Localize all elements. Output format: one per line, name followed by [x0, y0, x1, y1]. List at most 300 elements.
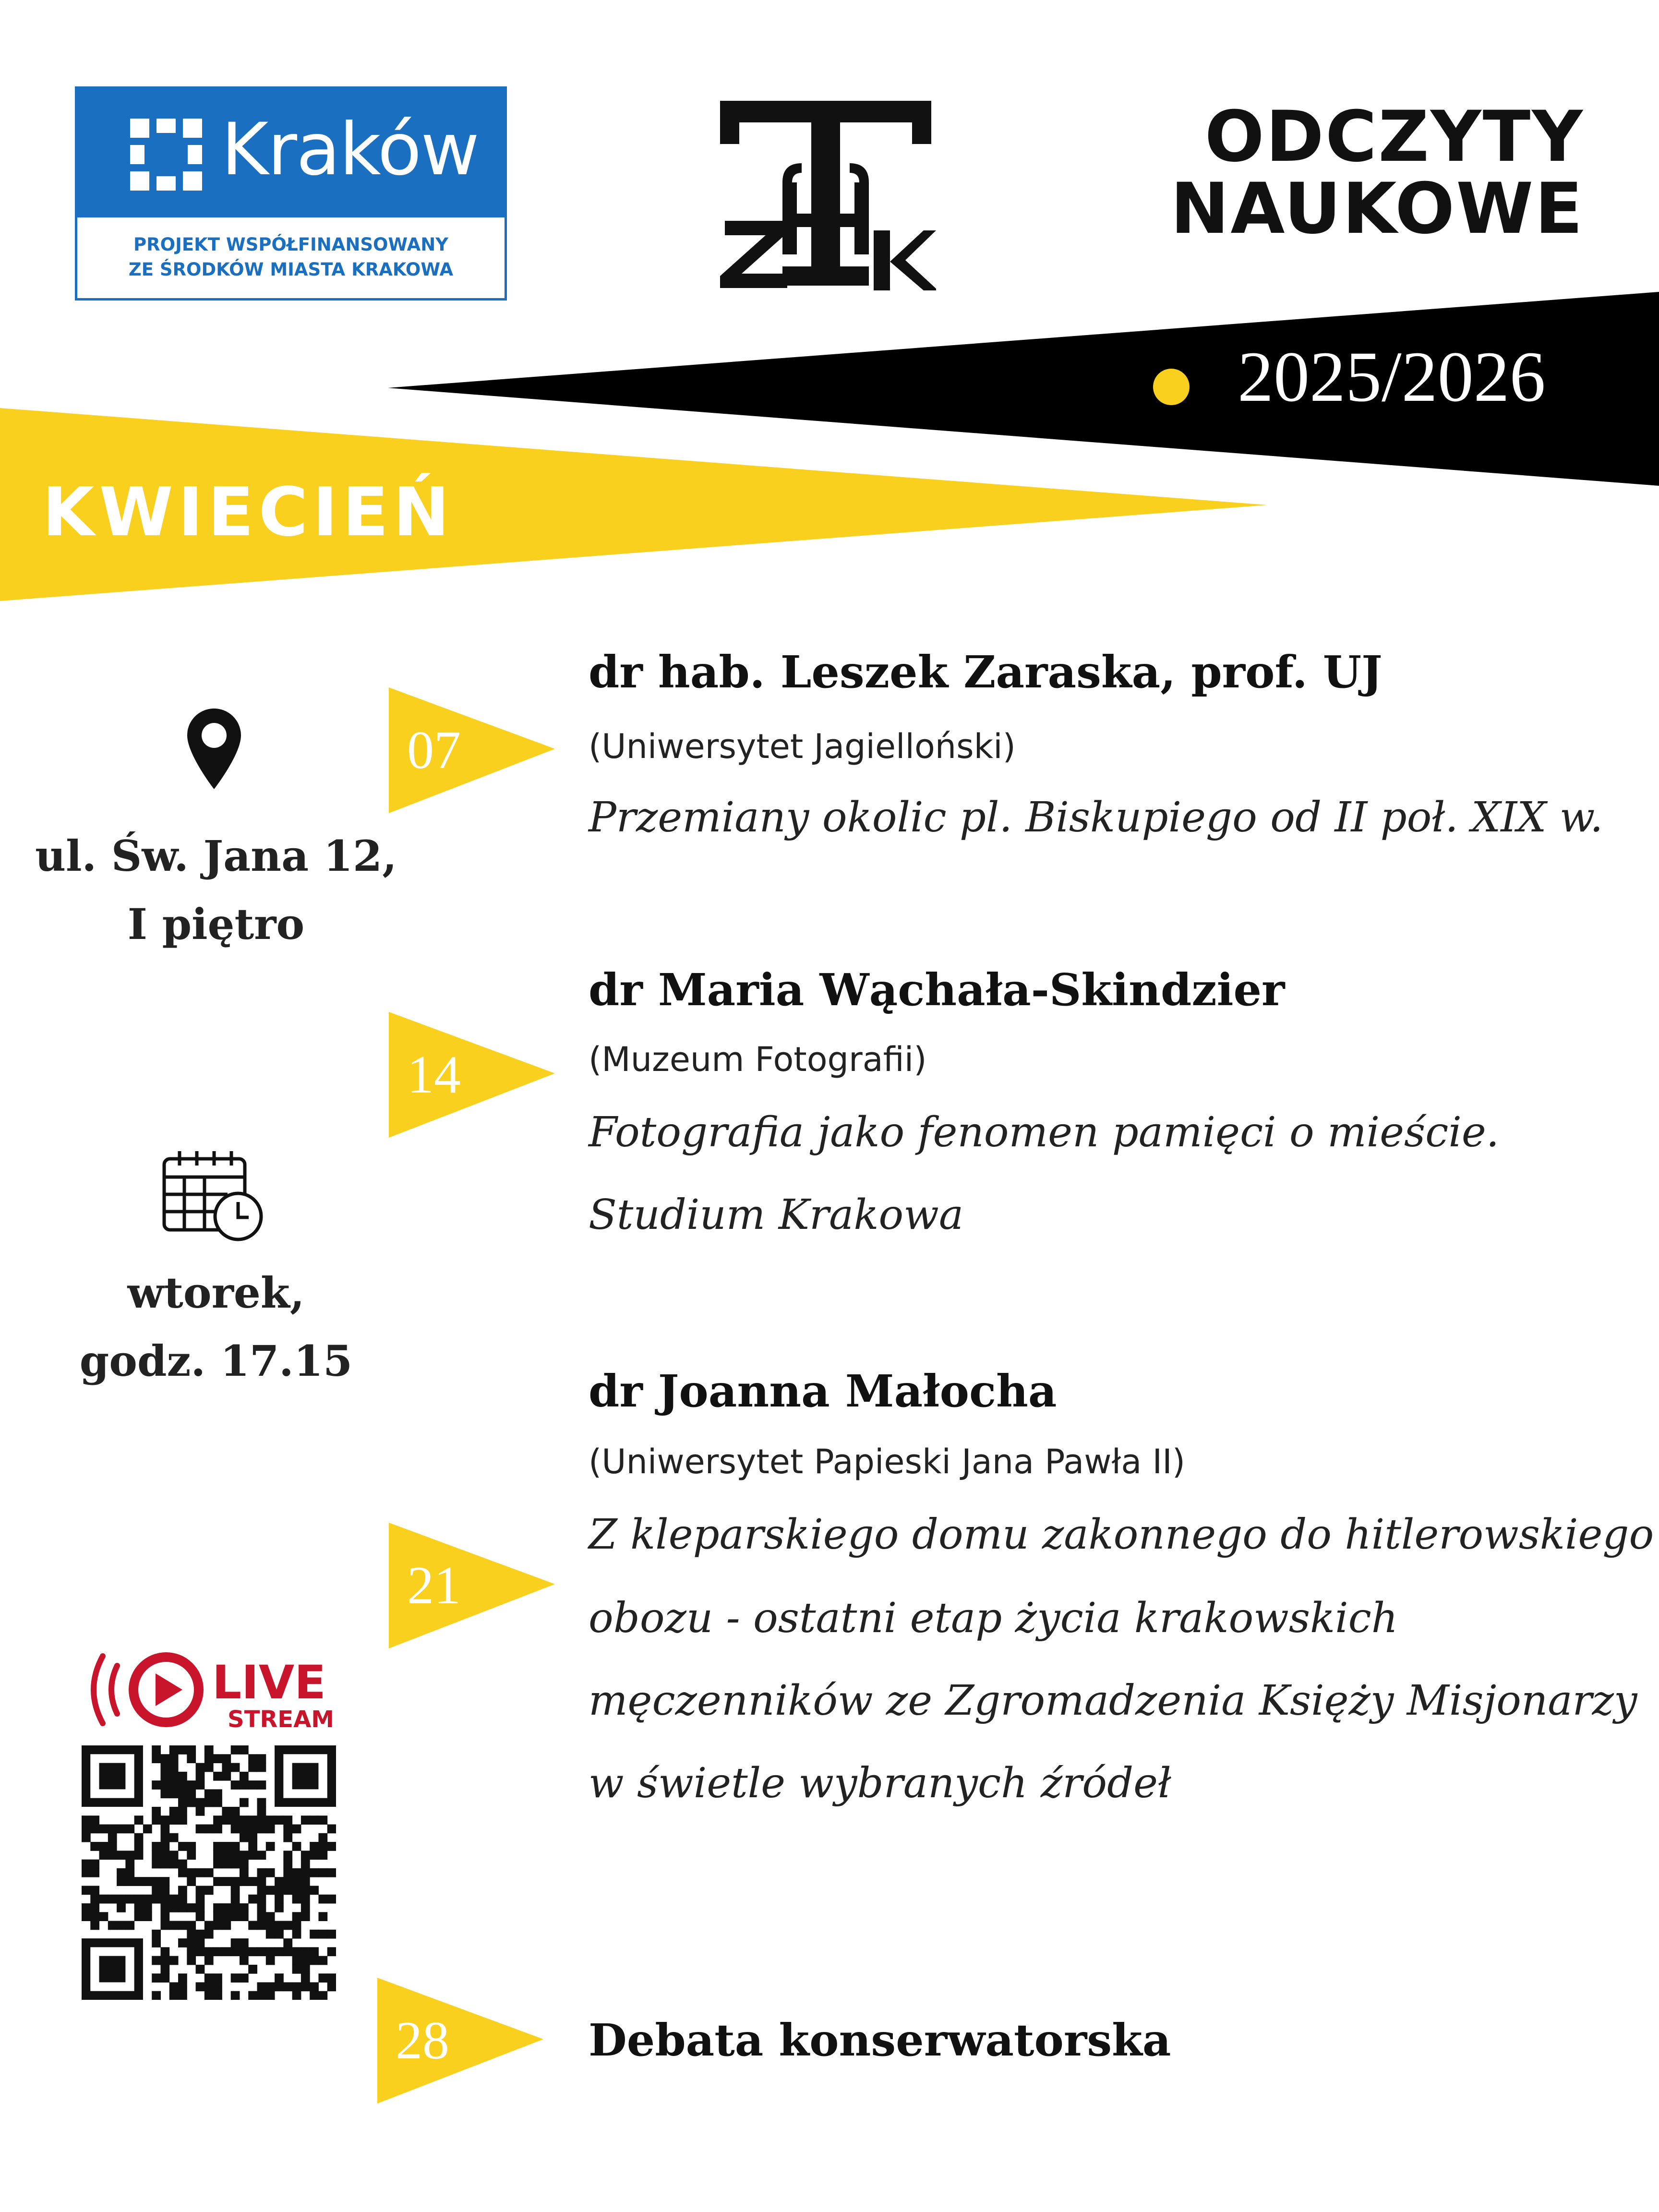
qr-module: [222, 1860, 231, 1869]
qr-module: [187, 1956, 196, 1965]
qr-module: [301, 1903, 310, 1912]
qr-module: [301, 1965, 310, 1974]
qr-module: [90, 1824, 99, 1833]
qr-module: [117, 1895, 126, 1904]
qr-module: [213, 1798, 222, 1807]
qr-module: [204, 1789, 214, 1798]
event-title: Debata konserwatorska: [589, 2014, 1171, 2066]
qr-module: [301, 1912, 310, 1921]
qr-module: [152, 1991, 161, 2000]
qr-finder-part: [292, 1763, 319, 1790]
qr-module: [152, 1895, 161, 1904]
qr-module: [108, 1824, 117, 1833]
qr-module: [204, 1921, 214, 1930]
qr-module: [82, 1815, 91, 1825]
qr-module: [82, 1824, 91, 1833]
qr-module: [283, 1860, 292, 1869]
qr-module: [178, 1842, 187, 1851]
qr-module: [187, 1868, 196, 1877]
qr-module: [257, 1947, 266, 1956]
qr-module: [257, 1886, 266, 1895]
krakow-logo-banner: [77, 89, 505, 217]
qr-module: [152, 1851, 161, 1860]
lecture-institution: (Muzeum Fotografii): [589, 1040, 927, 1079]
qr-module: [99, 1912, 108, 1921]
qr-module: [292, 1947, 301, 1956]
time-line-1: wtorek,: [127, 1268, 305, 1318]
qr-module: [301, 1877, 310, 1886]
qr-module: [134, 1842, 144, 1851]
qr-module: [222, 1921, 231, 1930]
qr-module: [178, 1772, 187, 1781]
location-line-1: ul. Św. Jana 12,: [35, 831, 397, 881]
qr-module: [187, 1789, 196, 1798]
qr-module: [125, 1921, 134, 1930]
qr-module: [178, 1886, 187, 1895]
qr-module: [240, 1973, 249, 1983]
qr-module: [318, 1895, 327, 1904]
qr-module: [318, 1868, 327, 1877]
qr-module: [196, 1763, 205, 1772]
qr-module: [292, 1991, 301, 2000]
qr-module: [310, 1930, 319, 1939]
qr-module: [187, 1780, 196, 1790]
qr-module: [283, 1877, 292, 1886]
qr-module: [152, 1930, 161, 1939]
qr-module: [82, 1903, 91, 1912]
qr-module: [125, 1824, 134, 1833]
qr-module: [187, 1930, 196, 1939]
qr-module: [213, 1772, 222, 1781]
qr-module: [187, 1877, 196, 1886]
live-stream-badge[interactable]: [84, 1646, 334, 1742]
qr-module: [152, 1938, 161, 1948]
qr-module: [169, 1921, 179, 1930]
qr-module: [143, 1903, 152, 1912]
map-pin-icon: [187, 709, 241, 789]
month-heading: KWIECIEŃ: [42, 473, 455, 552]
qr-module: [240, 1745, 249, 1755]
qr-module: [275, 1982, 284, 1991]
qr-module: [213, 1789, 222, 1798]
qr-module: [248, 1763, 257, 1772]
qr-module: [248, 1833, 257, 1842]
qr-module: [257, 1868, 266, 1877]
qr-module: [125, 1877, 134, 1886]
qr-module: [283, 1886, 292, 1895]
qr-module: [169, 1991, 179, 2000]
qr-module: [169, 1772, 179, 1781]
qr-module: [301, 1973, 310, 1983]
qr-module: [196, 1798, 205, 1807]
qr-module: [292, 1842, 301, 1851]
date-pennant: [389, 687, 562, 817]
qr-module: [117, 1868, 126, 1877]
lecture-topic-line: Fotografia jako fenomen pamięci o mieście.: [589, 1108, 1500, 1156]
lecture-date: 28: [396, 2011, 449, 2070]
qr-module: [82, 1912, 91, 1921]
qr-module: [248, 1815, 257, 1825]
qr-module: [169, 1745, 179, 1755]
lecture-topic-line: męczenników ze Zgromadzenia Księży Misjonarzy: [589, 1677, 1637, 1725]
qr-module: [257, 1895, 266, 1904]
qr-module: [204, 1982, 214, 1991]
title-line-1: ODCZYTY: [1204, 96, 1584, 178]
qr-module: [134, 1912, 144, 1921]
qr-module: [152, 1807, 161, 1816]
qr-module: [222, 1947, 231, 1956]
qr-module: [160, 1886, 169, 1895]
qr-module: [204, 1745, 214, 1755]
tzhk-monogram-logo: [715, 91, 936, 302]
qr-module: [231, 1895, 240, 1904]
qr-module: [213, 1754, 222, 1763]
qr-module: [240, 1833, 249, 1842]
qr-module: [178, 1789, 187, 1798]
qr-module: [231, 1763, 240, 1772]
qr-module: [222, 1851, 231, 1860]
qr-module: [160, 1780, 169, 1790]
qr-module: [178, 1991, 187, 2000]
qr-module: [283, 1982, 292, 1991]
qr-module: [187, 1842, 196, 1851]
qr-module: [231, 1991, 240, 2000]
qr-module: [283, 1851, 292, 1860]
qr-module: [292, 1930, 301, 1939]
qr-module: [257, 1754, 266, 1763]
qr-module: [160, 1772, 169, 1781]
qr-module: [257, 1903, 266, 1912]
sponsor-line-2: ZE ŚRODKÓW MIASTA KRAKOWA: [128, 259, 454, 280]
qr-module: [292, 1912, 301, 1921]
qr-module: [248, 1991, 257, 2000]
qr-module: [213, 1982, 222, 1991]
qr-module: [160, 1789, 169, 1798]
qr-module: [301, 1868, 310, 1877]
qr-module: [169, 1956, 179, 1965]
lecture-speaker: dr Maria Wąchała-Skindzier: [589, 964, 1285, 1016]
qr-module: [248, 1780, 257, 1790]
qr-module: [204, 1763, 214, 1772]
qr-module: [266, 1912, 275, 1921]
qr-module: [178, 1798, 187, 1807]
qr-module: [283, 1921, 292, 1930]
qr-module: [82, 1860, 91, 1869]
qr-module: [327, 1842, 336, 1851]
qr-module: [213, 1815, 222, 1825]
qr-module: [231, 1780, 240, 1790]
qr-module: [231, 1877, 240, 1886]
page-title: [1170, 96, 1584, 250]
lecture-topic-line: Przemiany okolic pl. Biskupiego od II poł. XIX w.: [589, 793, 1603, 842]
title-line-2: NAUKOWE: [1170, 168, 1584, 250]
lecture-topic-line: Studium Krakowa: [589, 1191, 964, 1239]
qr-module: [275, 1903, 284, 1912]
qr-module: [134, 1895, 144, 1904]
qr-module: [90, 1815, 99, 1825]
qr-module: [318, 1815, 327, 1825]
qr-module: [292, 1886, 301, 1895]
qr-module: [204, 1798, 214, 1807]
qr-module: [196, 1868, 205, 1877]
qr-module: [310, 1815, 319, 1825]
qr-module: [178, 1807, 187, 1816]
qr-module: [160, 1973, 169, 1983]
qr-module: [196, 1780, 205, 1790]
qr-module: [231, 1815, 240, 1825]
qr-module: [169, 1895, 179, 1904]
qr-module: [160, 1956, 169, 1965]
qr-module: [283, 1868, 292, 1877]
qr-module: [240, 1860, 249, 1869]
qr-module: [318, 1991, 327, 2000]
qr-module: [160, 1824, 169, 1833]
qr-module: [108, 1833, 117, 1842]
qr-module: [90, 1912, 99, 1921]
qr-module: [196, 1930, 205, 1939]
qr-module: [266, 1886, 275, 1895]
schedule-time: [19, 1259, 413, 1395]
qr-module: [257, 1824, 266, 1833]
qr-module: [82, 1886, 91, 1895]
qr-module: [152, 1745, 161, 1755]
qr-module: [257, 1763, 266, 1772]
qr-module: [292, 1868, 301, 1877]
qr-module: [310, 1947, 319, 1956]
qr-module: [90, 1921, 99, 1930]
qr-module: [213, 1947, 222, 1956]
qr-module: [327, 1930, 336, 1939]
lecture-date: 14: [407, 1045, 461, 1105]
qr-module: [152, 1886, 161, 1895]
qr-module: [310, 1982, 319, 1991]
qr-module: [99, 1851, 108, 1860]
sponsor-line-1: PROJEKT WSPÓŁFINANSOWANY: [133, 234, 448, 255]
qr-module: [108, 1842, 117, 1851]
qr-module: [275, 1930, 284, 1939]
qr-module: [240, 1903, 249, 1912]
qr-module: [169, 1982, 179, 1991]
qr-module: [275, 1947, 284, 1956]
qr-module: [117, 1877, 126, 1886]
lecture-topic-line: w świetle wybranych źródeł: [589, 1759, 1171, 1807]
qr-module: [266, 1842, 275, 1851]
qr-module: [125, 1868, 134, 1877]
qr-module: [240, 1877, 249, 1886]
qr-module: [90, 1868, 99, 1877]
qr-module: [152, 1956, 161, 1965]
qr-module: [222, 1807, 231, 1816]
qr-module: [178, 1780, 187, 1790]
date-pennant: [389, 1523, 562, 1652]
qr-module: [266, 1930, 275, 1939]
qr-module: [204, 1930, 214, 1939]
qr-module: [240, 1772, 249, 1781]
qr-module: [275, 1921, 284, 1930]
live-label: LIVE: [212, 1656, 326, 1709]
qr-module: [231, 1947, 240, 1956]
qr-module: [160, 1763, 169, 1772]
qr-module: [283, 1815, 292, 1825]
qr-module: [143, 1824, 152, 1833]
qr-module: [318, 1842, 327, 1851]
qr-module: [248, 1754, 257, 1763]
qr-module: [292, 1824, 301, 1833]
calendar-clock-icon: [160, 1148, 264, 1242]
qr-module: [292, 1921, 301, 1930]
date-pennant: [377, 1978, 550, 2107]
qr-module: [257, 1798, 266, 1807]
location-line-2: I piętro: [127, 899, 305, 949]
qr-module: [231, 1860, 240, 1869]
qr-module: [301, 1982, 310, 1991]
qr-module: [292, 1877, 301, 1886]
qr-module: [240, 1851, 249, 1860]
qr-module: [178, 1973, 187, 1983]
qr-module: [257, 1877, 266, 1886]
qr-module: [160, 1851, 169, 1860]
qr-finder-part: [99, 1763, 126, 1790]
qr-module: [187, 1938, 196, 1948]
qr-module: [169, 1754, 179, 1763]
qr-module: [204, 1991, 214, 2000]
qr-module: [125, 1895, 134, 1904]
qr-module: [266, 1956, 275, 1965]
qr-module: [160, 1903, 169, 1912]
krakow-sponsor-logo: [75, 86, 507, 301]
qr-module: [222, 1877, 231, 1886]
qr-module: [152, 1815, 161, 1825]
qr-module: [160, 1921, 169, 1930]
qr-module: [90, 1842, 99, 1851]
qr-module: [204, 1754, 214, 1763]
qr-module: [248, 1851, 257, 1860]
qr-module: [231, 1912, 240, 1921]
qr-module: [99, 1842, 108, 1851]
qr-module: [231, 1973, 240, 1983]
qr-module: [283, 1938, 292, 1948]
lecture-speaker: dr hab. Leszek Zaraska, prof. UJ: [589, 646, 1382, 698]
qr-module: [327, 1895, 336, 1904]
qr-module: [152, 1754, 161, 1763]
qr-module: [117, 1921, 126, 1930]
stream-label: STREAM: [228, 1706, 334, 1733]
lecture-speaker: dr Joanna Małocha: [589, 1365, 1057, 1417]
qr-module: [169, 1860, 179, 1869]
qr-module: [196, 1982, 205, 1991]
lecture-topic-line: obozu - ostatni etap życia krakowskich: [589, 1594, 1398, 1642]
qr-module: [134, 1877, 144, 1886]
qr-module: [213, 1921, 222, 1930]
qr-module: [178, 1938, 187, 1948]
qr-module: [310, 1956, 319, 1965]
qr-module: [90, 1895, 99, 1904]
qr-module: [292, 1982, 301, 1991]
qr-module: [160, 1842, 169, 1851]
qr-module: [257, 1921, 266, 1930]
krakow-emblem-icon: [130, 119, 202, 191]
qr-module: [275, 1973, 284, 1983]
qr-module: [222, 1772, 231, 1781]
qr-module: [178, 1982, 187, 1991]
qr-module: [143, 1912, 152, 1921]
qr-module: [222, 1763, 231, 1772]
qr-module: [257, 1912, 266, 1921]
qr-module: [134, 1851, 144, 1860]
qr-module: [160, 1965, 169, 1974]
qr-module: [248, 1824, 257, 1833]
qr-module: [275, 1895, 284, 1904]
qr-module: [240, 1824, 249, 1833]
qr-module: [178, 1860, 187, 1869]
qr-module: [310, 1842, 319, 1851]
qr-module: [266, 1921, 275, 1930]
qr-module: [231, 1824, 240, 1833]
qr-module: [310, 1868, 319, 1877]
qr-module: [90, 1886, 99, 1895]
qr-module: [292, 1965, 301, 1974]
season-year: 2025/2026: [1238, 337, 1546, 417]
qr-module: [213, 1860, 222, 1869]
qr-module: [257, 1982, 266, 1991]
qr-module: [134, 1815, 144, 1825]
qr-module: [240, 1815, 249, 1825]
location-address: [19, 822, 413, 958]
qr-module: [82, 1833, 91, 1842]
qr-module: [160, 1947, 169, 1956]
qr-module: [257, 1851, 266, 1860]
qr-module: [187, 1851, 196, 1860]
qr-module: [318, 1956, 327, 1965]
qr-module: [178, 1815, 187, 1825]
qr-module: [160, 1877, 169, 1886]
qr-module: [178, 1921, 187, 1930]
qr-module: [248, 1895, 257, 1904]
qr-module: [152, 1842, 161, 1851]
qr-module: [292, 1956, 301, 1965]
qr-module: [196, 1965, 205, 1974]
qr-module: [240, 1780, 249, 1790]
qr-module: [222, 1754, 231, 1763]
qr-module: [301, 1886, 310, 1895]
qr-module: [275, 1886, 284, 1895]
lecture-topic-line: Z kleparskiego domu zakonnego do hitlerowskiego: [589, 1511, 1654, 1559]
qr-module: [231, 1807, 240, 1816]
qr-module: [178, 1903, 187, 1912]
qr-module: [169, 1763, 179, 1772]
qr-module: [169, 1851, 179, 1860]
qr-code-icon[interactable]: [82, 1745, 336, 2000]
qr-module: [108, 1851, 117, 1860]
qr-module: [231, 1938, 240, 1948]
qr-module: [266, 1868, 275, 1877]
date-pennant: [389, 1012, 562, 1142]
qr-module: [213, 1842, 222, 1851]
qr-module: [169, 1807, 179, 1816]
qr-module: [266, 1824, 275, 1833]
qr-module: [318, 1930, 327, 1939]
qr-module: [327, 1982, 336, 1991]
time-line-2: godz. 17.15: [79, 1336, 353, 1386]
qr-module: [169, 1903, 179, 1912]
qr-module: [292, 1895, 301, 1904]
qr-module: [213, 1824, 222, 1833]
qr-module: [283, 1824, 292, 1833]
lecture-institution: (Uniwersytet Jagielloński): [589, 727, 1016, 766]
qr-module: [196, 1903, 205, 1912]
qr-module: [204, 1956, 214, 1965]
qr-module: [108, 1895, 117, 1904]
